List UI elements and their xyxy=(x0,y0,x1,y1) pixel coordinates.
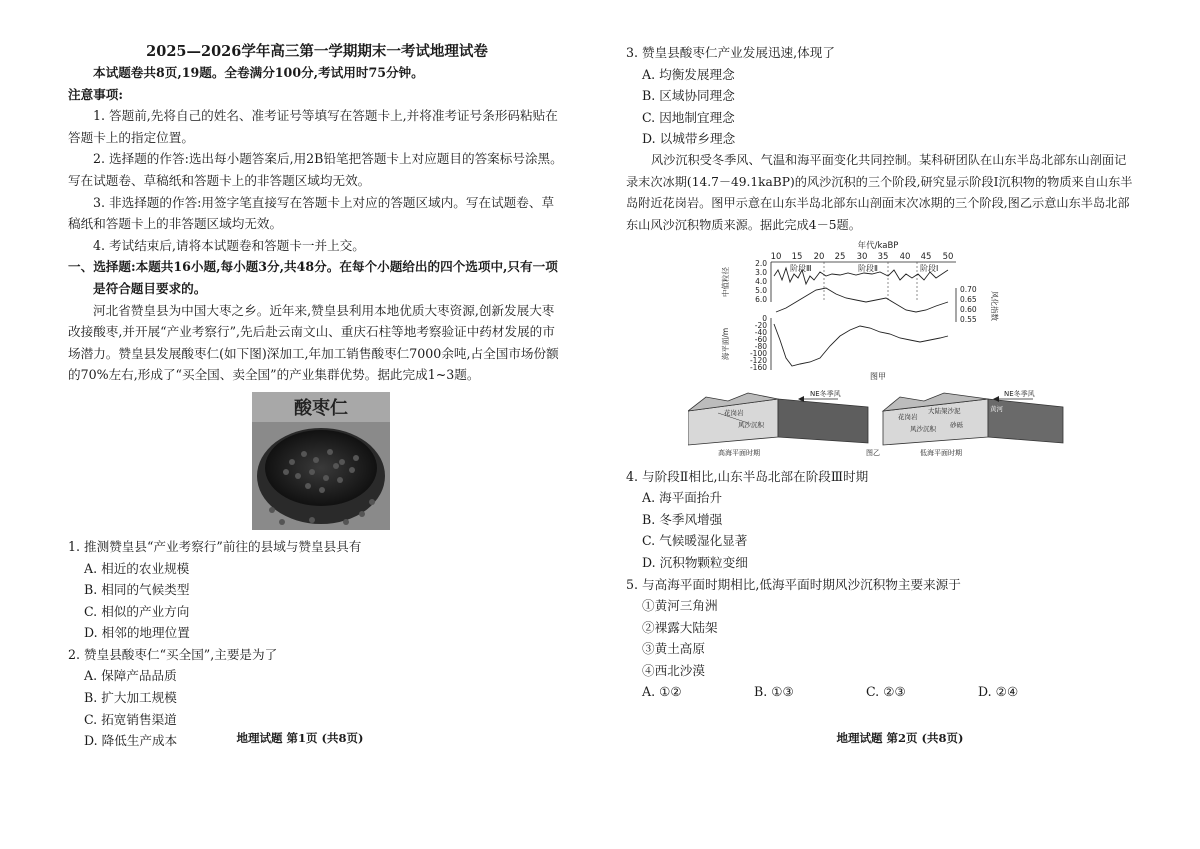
q5-choice-c: C. ②③ xyxy=(866,684,906,700)
grain-tick-5: 5.0 xyxy=(755,286,767,296)
q1-option-c: C. 相似的产业方向 xyxy=(84,603,190,619)
right-column xyxy=(626,42,1138,703)
weather-tick-065: 0.65 xyxy=(960,295,977,305)
footer-page-2: 地理试题 第2页 (共8页) xyxy=(836,731,964,745)
q1-option-b: B. 相同的气候类型 xyxy=(84,582,190,598)
figure-a xyxy=(716,240,1016,387)
notice-2: 2. 选择题的作答:选出每小题答案后,用2B铅笔把答题卡上对应题目的答案标号涂黑。写在试题卷、草稿纸和答题卡上的非答题区域均无效。 xyxy=(68,151,563,188)
q4-option-b: B. 冬季风增强 xyxy=(642,511,723,527)
sea-tick-80: -80 xyxy=(754,342,767,352)
notice-1: 1. 答题前,先将自己的姓名、准考证号等填写在答题卡上,并将准考证号条形码粘贴在答题卡上的指定位置。 xyxy=(68,108,558,145)
figure-b-caption: 图乙 xyxy=(866,448,880,457)
q5-choice-a: A. ①② xyxy=(642,684,682,700)
weather-tick-055: 0.55 xyxy=(960,315,977,325)
panel-2-yellow-river: 黄河 xyxy=(990,404,1003,413)
weather-tick-070: 0.70 xyxy=(960,285,977,295)
sea-tick-120: -120 xyxy=(749,356,767,366)
figure-b xyxy=(688,387,1068,464)
q4-option-a: A. 海平面抬升 xyxy=(642,490,723,506)
sea-tick-20: -20 xyxy=(754,321,767,331)
grain-tick-4: 4.0 xyxy=(755,277,767,287)
panel-1-aeolian: 风沙沉积 xyxy=(738,420,764,429)
q4-stem: 4. 与阶段Ⅱ相比,山东半岛北部在阶段Ⅲ时期 xyxy=(626,468,869,484)
panel-2-shelf: 大陆架沙泥 xyxy=(928,406,961,415)
notice-3: 3. 非选择题的作答:用签字笔直接写在答题卡上对应的答题区域内。写在试题卷、草稿纸和答题卡上的非答题区域均无效。 xyxy=(68,194,555,232)
passage-1: 河北省赞皇县为中国大枣之乡。近年来,赞皇县利用本地优质大枣资源,创新发展大枣改接酸枣,并开展“产业考察行”,先后赴云南文山、重庆石柱等地考察验证中药材发展的市场潜力。赞皇县发展酸枣仁(如下图)深加工,年加工销售酸枣仁7000余吨,占全国市场份额的70%左右,形成了“买全国、卖全国”的产业集群优势。据此完成1~3题。 xyxy=(68,302,559,383)
grain-tick-2: 2.0 xyxy=(755,259,767,269)
q5-choice-b: B. ①③ xyxy=(754,684,794,700)
q2-option-d: D. 降低生产成本 xyxy=(84,733,178,749)
x-tick-35: 35 xyxy=(877,252,889,263)
q5-item-4: ④西北沙漠 xyxy=(642,662,705,678)
q4-option-d: D. 沉积物颗粒变细 xyxy=(642,554,748,570)
q3-option-d: D. 以城带乡理念 xyxy=(642,131,736,147)
exam-info: 本试题卷共8页,19题。全卷满分100分,考试用时75分钟。 xyxy=(93,65,424,80)
q1-option-a: A. 相近的农业规模 xyxy=(84,560,190,576)
stage-3-label: 阶段Ⅲ xyxy=(790,264,812,274)
figure-b-panel-2 xyxy=(883,389,1063,457)
q5-choice-d: D. ②④ xyxy=(978,684,1019,700)
q1-stem: 1. 推测赞皇县“产业考察行”前往的县域与赞皇县具有 xyxy=(68,538,362,554)
footer-page-1: 地理试题 第1页 (共8页) xyxy=(236,731,364,745)
q5-item-1: ①黄河三角洲 xyxy=(642,598,718,614)
stage-1-label: 阶段Ⅰ xyxy=(920,264,939,274)
q2-stem: 2. 赞皇县酸枣仁“买全国”,主要是为了 xyxy=(68,646,278,662)
grain-tick-6: 6.0 xyxy=(755,295,767,305)
weather-axis-label: 风化指数 xyxy=(990,291,999,322)
sea-tick-40: -40 xyxy=(754,328,767,338)
x-tick-15: 15 xyxy=(791,252,803,263)
panel-2-caption: 低海平面时期 xyxy=(920,448,962,457)
q2-option-b: B. 扩大加工规模 xyxy=(84,690,177,706)
grain-axis-label: 中值粒径 xyxy=(721,267,730,298)
x-tick-45: 45 xyxy=(920,252,932,263)
q3-option-a: A. 均衡发展理念 xyxy=(642,66,735,82)
photo-label: 酸枣仁 xyxy=(294,397,348,419)
q4-option-c: C. 气候暖湿化显著 xyxy=(642,533,748,549)
notice-heading: 注意事项: xyxy=(68,86,124,102)
x-tick-25: 25 xyxy=(834,252,846,263)
panel-1-granite: 花岗岩 xyxy=(724,408,744,417)
panel-2-aeolian: 风沙沉积 xyxy=(910,424,936,433)
sea-tick-60: -60 xyxy=(754,335,767,345)
q3-option-b: B. 区域协同理念 xyxy=(642,88,735,104)
x-tick-40: 40 xyxy=(899,252,911,263)
panel-2-wind: NE冬季风 xyxy=(1004,389,1035,398)
q5-item-2: ②裸露大陆架 xyxy=(642,619,718,635)
panel-1-caption: 高海平面时期 xyxy=(718,448,760,457)
q3-stem: 3. 赞皇县酸枣仁产业发展迅速,体现了 xyxy=(626,45,835,60)
sea-tick-160: -160 xyxy=(749,363,767,373)
left-column xyxy=(68,42,566,752)
q5-choices xyxy=(626,681,1138,703)
exam-title: 2025—2026学年高三第一学期期末一考试地理试卷 xyxy=(146,43,488,60)
x-tick-20: 20 xyxy=(813,252,825,263)
sea-axis-label: 海平面/m xyxy=(721,328,730,361)
sea-tick-0: 0 xyxy=(762,314,767,324)
x-tick-30: 30 xyxy=(856,252,868,263)
q5-stem: 5. 与高海平面时期相比,低海平面时期风沙沉积物主要来源于 xyxy=(626,576,961,592)
panel-1-wind: NE冬季风 xyxy=(810,389,841,398)
sea-tick-100: -100 xyxy=(749,349,767,359)
suanzaoren-photo xyxy=(252,392,390,530)
grain-tick-3: 3.0 xyxy=(755,268,767,278)
weather-tick-060: 0.60 xyxy=(960,305,977,315)
notice-4: 4. 考试结束后,请将本试题卷和答题卡一并上交。 xyxy=(93,237,365,253)
passage-2: 风沙沉积受冬季风、气温和海平面变化共同控制。某科研团队在山东半岛北部东山剖面记录末次冰期(14.7－49.1kaBP)的风沙沉积的三个阶段,研究显示阶段Ⅰ沉积物的物质来自山东半岛附近花岗岩。图甲示意在山东半岛北部东山剖面末次冰期的三个阶段,图乙示意山东半岛北部东山风沙沉积物质来源。据此完成4－5题。 xyxy=(626,152,1133,232)
figure-a-x-title: 年代/kaBP xyxy=(857,241,899,252)
figure-b-panel-1 xyxy=(688,389,868,457)
panel-2-gravel: 砂砾 xyxy=(950,420,963,429)
section-heading: 一、选择题:本题共16小题,每小题3分,共48分。在每个小题给出的四个选项中,只有一项是符合题目要求的。 xyxy=(68,259,558,296)
panel-2-granite: 花岗岩 xyxy=(898,412,918,421)
q2-option-a: A. 保障产品品质 xyxy=(84,668,177,684)
q3-option-c: C. 因地制宜理念 xyxy=(642,109,735,125)
q1-option-d: D. 相邻的地理位置 xyxy=(84,625,190,641)
x-tick-10: 10 xyxy=(770,252,782,263)
q2-option-c: C. 拓宽销售渠道 xyxy=(84,711,177,727)
stage-2-label: 阶段Ⅱ xyxy=(858,264,878,274)
q5-item-3: ③黄土高原 xyxy=(642,641,705,657)
x-tick-50: 50 xyxy=(942,252,954,263)
figure-a-caption: 图甲 xyxy=(870,372,886,381)
